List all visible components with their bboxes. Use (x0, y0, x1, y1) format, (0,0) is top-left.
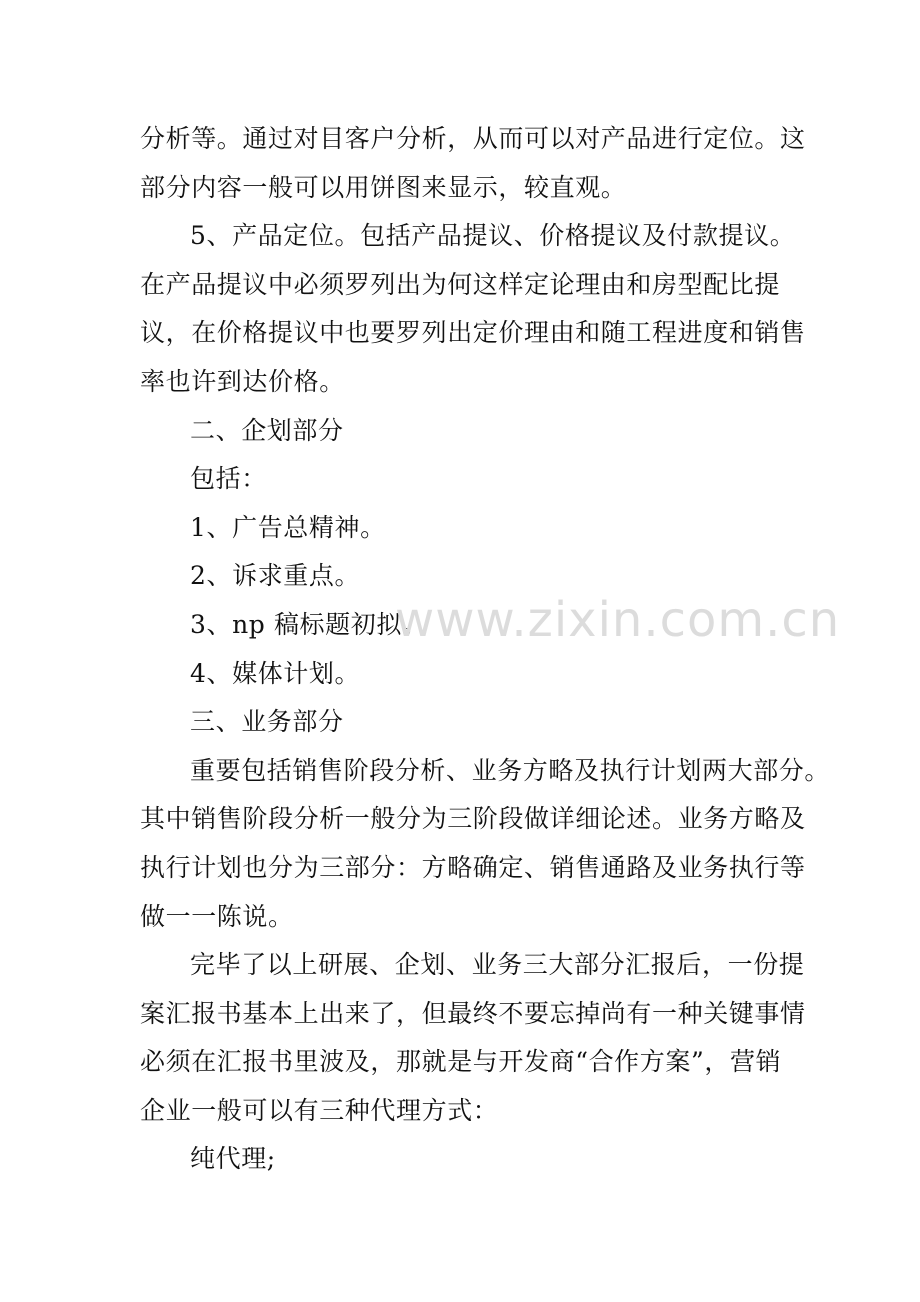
text-line: 企业一般可以有三种代理方式： (140, 1095, 499, 1125)
text-line: 其中销售阶段分析一般分为三阶段做详细论述。业务方略及 (140, 804, 806, 834)
text-line: 纯代理; (190, 1144, 276, 1174)
text-line: 重要包括销售阶段分析、业务方略及执行计划两大部分。 (190, 755, 831, 785)
list-item: 2、诉求重点。 (190, 561, 361, 591)
text-line: 5、产品定位。包括产品提议、价格提议及付款提议。 (190, 221, 796, 251)
watermark: www.zixin.com.cn (395, 592, 841, 648)
document-body (140, 115, 831, 1184)
text-line: 完毕了以上研展、企划、业务三大部分汇报后，一份提 (190, 950, 805, 980)
list-item: 1、广告总精神。 (190, 512, 386, 542)
text-line: 做一一陈说。 (140, 901, 294, 931)
text-line: 包括： (190, 464, 267, 494)
text-line: 案汇报书基本上出来了，但最终不要忘掉尚有一种关键事情 (140, 998, 806, 1028)
text-line: 率也许到达价格。 (140, 366, 345, 396)
text-line: 在产品提议中必须罗列出为何这样定论理由和房型配比提 (140, 269, 781, 299)
text-line: 议，在价格提议中也要罗列出定价理由和随工程进度和销售 (140, 318, 806, 348)
text-line: 必须在汇报书里波及，那就是与开发商“合作方案”，营销 (140, 1047, 782, 1077)
text-line: 部分内容一般可以用饼图来显示，较直观。 (140, 172, 627, 202)
text-line: 执行计划也分为三部分：方略确定、销售通路及业务执行等 (140, 852, 806, 882)
list-item: 3、np 稿标题初拟。 (190, 609, 428, 639)
text-line: 分析等。通过对目客户分析，从而可以对产品进行定位。这 (140, 124, 806, 153)
list-item: 4、媒体计划。 (190, 658, 361, 688)
section-heading: 三、业务部分 (190, 707, 344, 737)
section-heading: 二、企划部分 (190, 415, 344, 445)
